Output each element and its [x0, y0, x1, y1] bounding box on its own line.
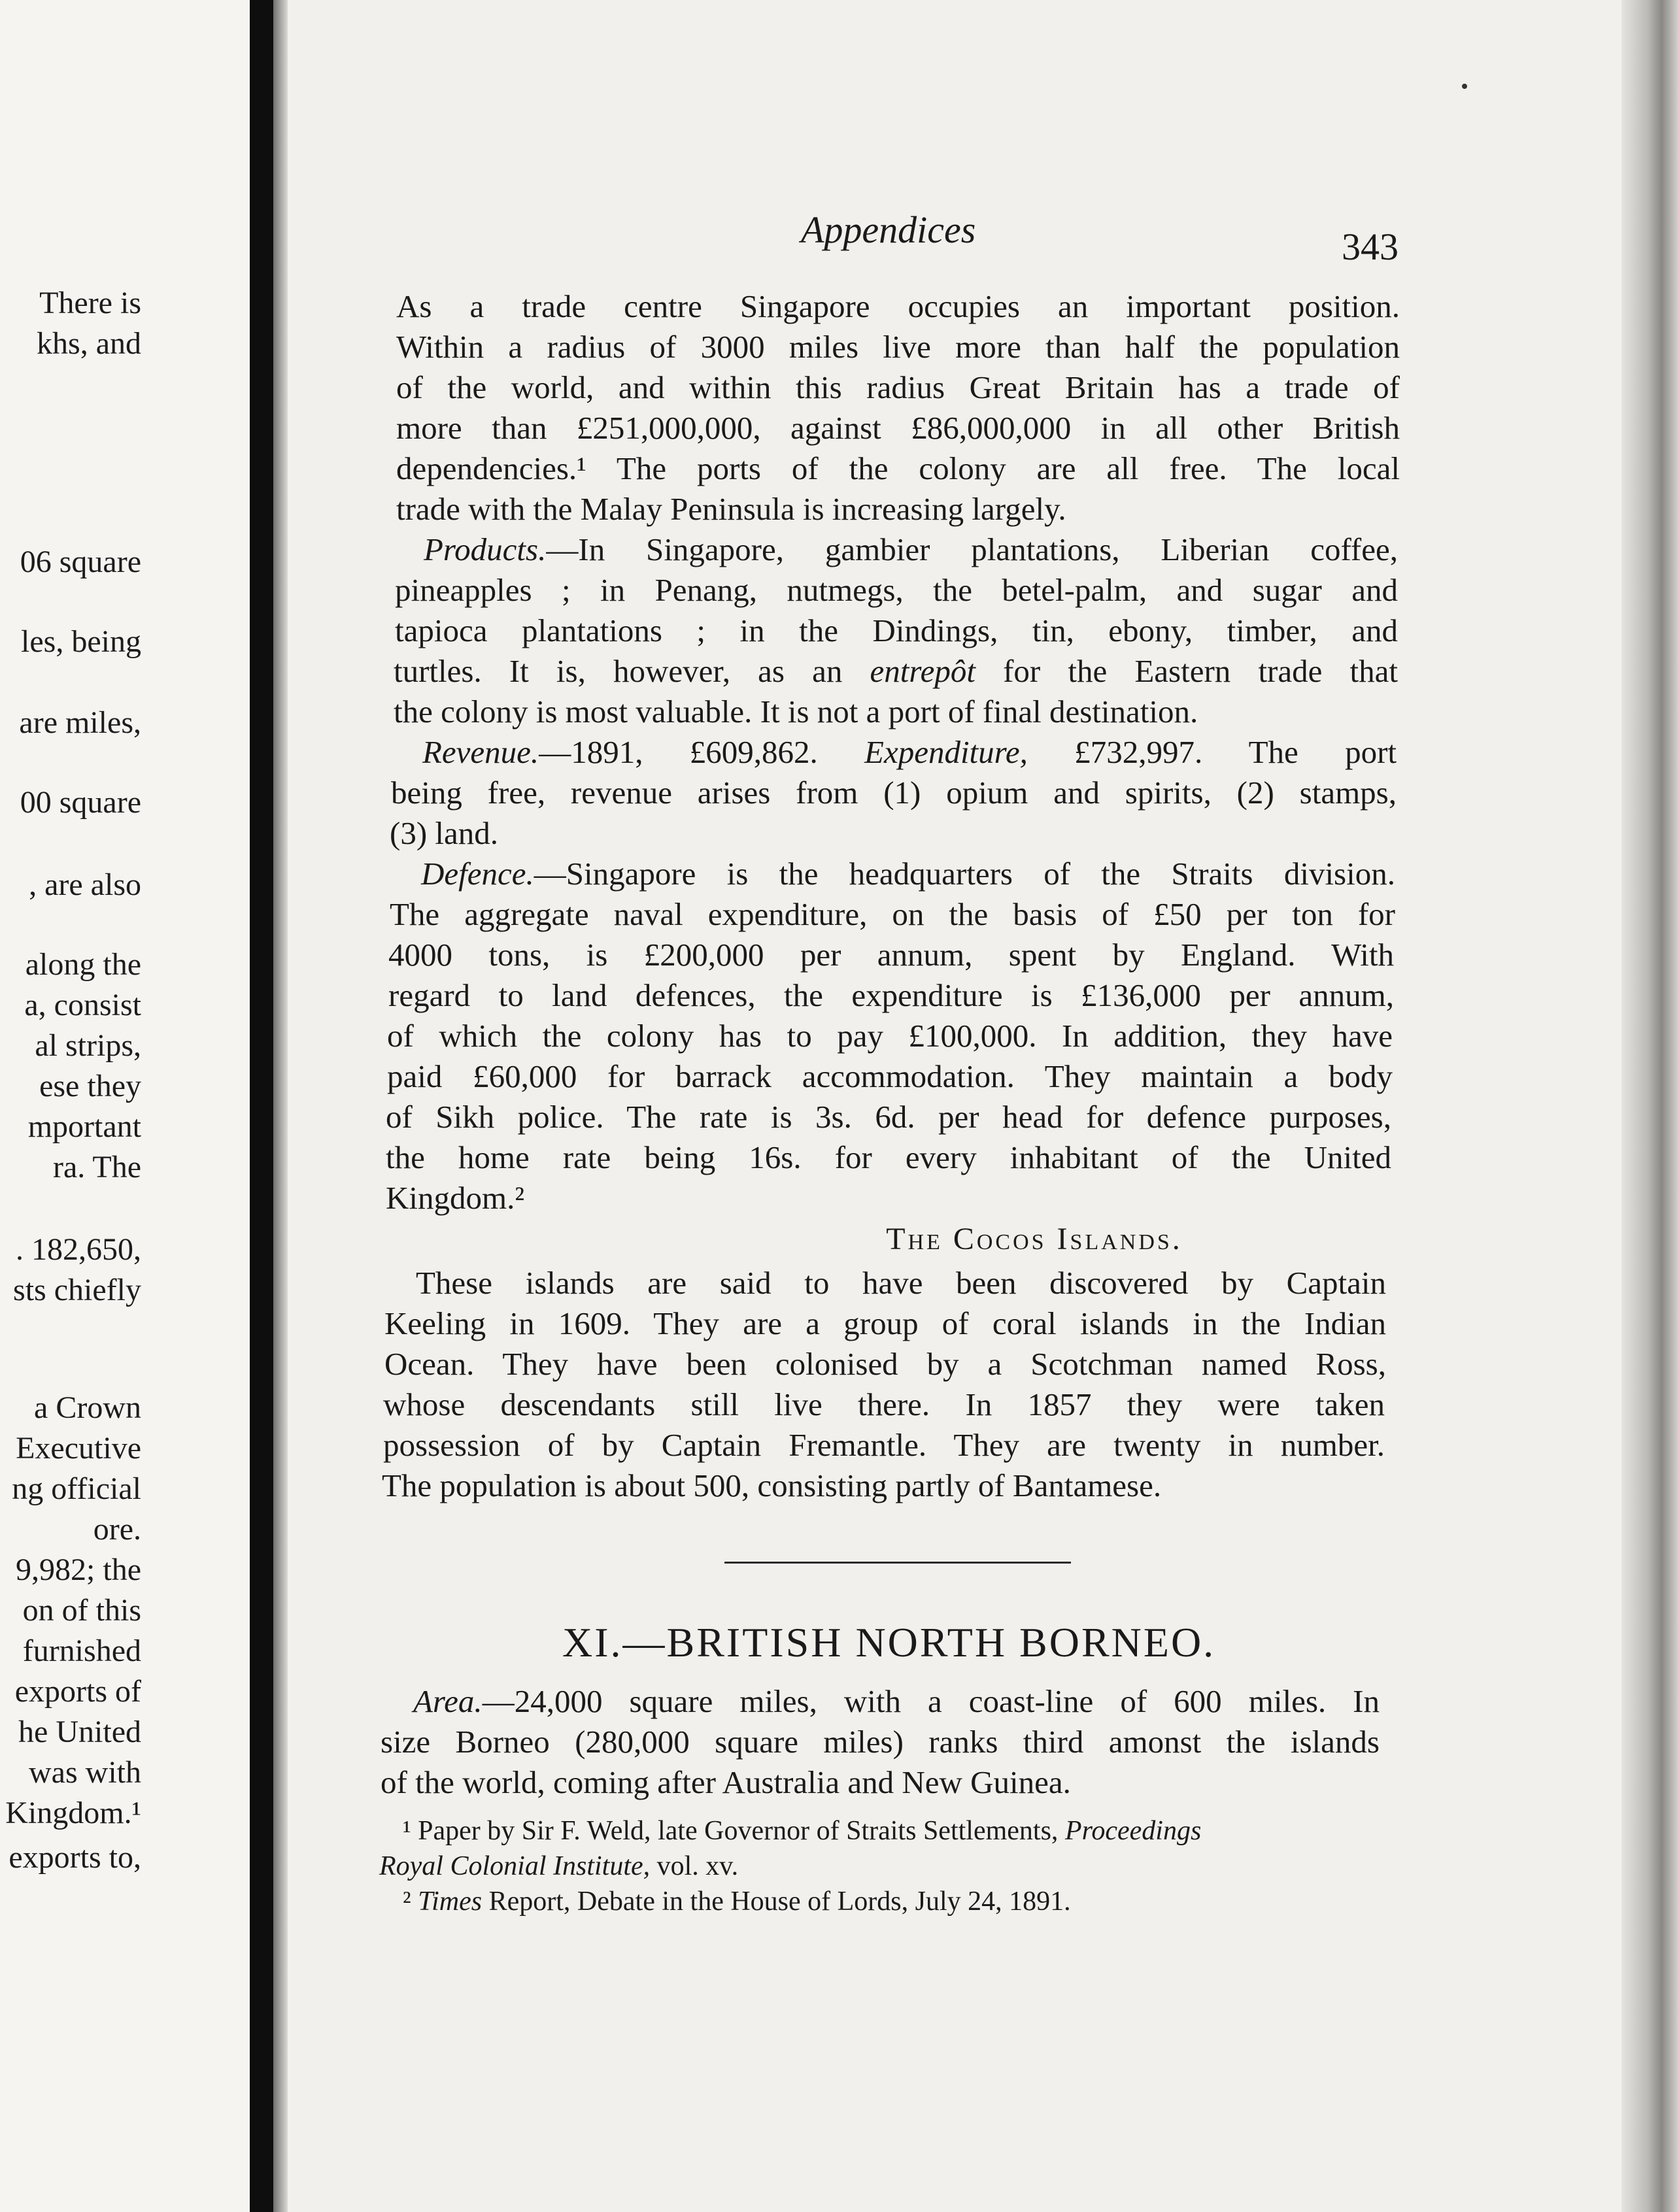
cocos-line: Keeling in 1609. They are a group of coral islands in the Indian [384, 1305, 1386, 1341]
products-text: for the Eastern trade that [975, 653, 1398, 689]
facing-line: exports of [14, 1674, 141, 1709]
facing-line: furnished [22, 1634, 141, 1668]
products-line [424, 529, 1398, 570]
body-line: Within a radius of 3000 miles live more than half the population [396, 329, 1400, 365]
body-line: paid £60,000 for barrack accommodation. They maintain a body [387, 1058, 1393, 1094]
body-line: (3) land. [390, 815, 498, 851]
body-line: of the world, and within this radius Great Britain has a trade of [396, 369, 1400, 405]
body-line: The aggregate naval expenditure, on the basis of £50 per ton for [390, 896, 1395, 932]
facing-line: ore. [93, 1512, 141, 1547]
footnote-text: ² [403, 1886, 418, 1917]
defence-label: Defence. [421, 856, 534, 892]
facing-line: was with [29, 1755, 141, 1790]
body-line: being free, revenue arises from (1) opium and spirits, (2) stamps, [391, 775, 1397, 811]
defence-text: —Singapore is the headquarters of the Straits division. [534, 856, 1395, 892]
page-edges [1621, 0, 1679, 2212]
expenditure-label: Expenditure, [864, 734, 1028, 770]
running-title: Appendices [801, 209, 976, 251]
cocos-islands-heading [0, 1221, 1679, 1257]
cocos-line: Ocean. They have been colonised by a Scotchman named Ross, [384, 1346, 1386, 1382]
footnote-text: Report, Debate in the House of Lords, July 24, 1891. [482, 1886, 1071, 1917]
facing-line: al strips, [35, 1028, 141, 1063]
section-divider [724, 1562, 1071, 1564]
area-line [413, 1681, 1380, 1722]
facing-line: a, consist [24, 988, 141, 1022]
body-line: 4000 tons, is £200,000 per annum, spent by England. With [388, 937, 1394, 973]
facing-line: sts chiefly [13, 1273, 141, 1307]
facing-line: Kingdom.¹ [5, 1796, 141, 1830]
body-line: trade with the Malay Peninsula is increasing largely. [396, 491, 1066, 527]
facing-line: There is [39, 286, 141, 320]
area-label: Area. [413, 1683, 483, 1719]
facing-line: . 182,650, [16, 1232, 141, 1267]
facing-line: khs, and [37, 326, 141, 361]
footnote-1-cont [379, 1849, 738, 1884]
revenue-text: —1891, £609,862. [539, 734, 865, 770]
body-line: As a trade centre Singapore occupies an important position. [396, 288, 1400, 324]
facing-line: 06 square [20, 545, 141, 579]
facing-line: exports to, [8, 1840, 141, 1875]
facing-line: a Crown [34, 1390, 141, 1425]
cocos-line: These islands are said to have been discovered by Captain [416, 1265, 1386, 1301]
body-line: regard to land defences, the expenditure is £136,000 per annum, [388, 977, 1394, 1013]
cocos-line: whose descendants still live there. In 1857 they were taken [383, 1386, 1385, 1422]
facing-line: les, being [21, 624, 141, 659]
facing-line: he United [18, 1715, 141, 1749]
body-line: of the world, coming after Australia and New Guinea. [381, 1764, 1071, 1800]
facing-line: along the [25, 947, 141, 982]
footnote-italic: Times [418, 1886, 483, 1917]
products-line [394, 651, 1398, 692]
footnote-text: vol. xv. [650, 1851, 739, 1881]
body-line: tapioca plantations ; in the Dindings, tin, ebony, timber, and [395, 612, 1398, 648]
facing-line: are miles, [19, 705, 141, 740]
revenue-text: £732,997. The port [1027, 734, 1397, 770]
footnote-1 [403, 1813, 1201, 1849]
cocos-line: possession of by Captain Fremantle. They are twenty in number. [383, 1427, 1385, 1463]
facing-line: ese they [39, 1069, 141, 1103]
cocos-line: The population is about 500, consisting partly of Bantamese. [382, 1467, 1162, 1503]
page-number: 343 [1342, 226, 1399, 268]
body-line: size Borneo (280,000 square miles) ranks third amonst the islands [381, 1724, 1380, 1760]
products-text: turtles. It is, however, as an [394, 653, 870, 689]
facing-line: 00 square [20, 785, 141, 820]
entrepot-word: entrepôt [870, 653, 975, 689]
body-line: of Sikh police. The rate is 3s. 6d. per head for defence purposes, [386, 1099, 1391, 1135]
body-line: dependencies.¹ The ports of the colony are all free. The local [396, 450, 1400, 486]
facing-line: Executive [16, 1431, 141, 1466]
body-line: the home rate being 16s. for every inhabitant of the United [386, 1139, 1391, 1175]
facing-line: on of this [22, 1593, 141, 1628]
book-spine-shadow [250, 0, 273, 2212]
gutter-shading [273, 0, 288, 2212]
cocos-heading-text: The Cocos Islands. [886, 1222, 1183, 1256]
body-line: the colony is most valuable. It is not a port of final destination. [394, 694, 1198, 729]
facing-line: , are also [29, 867, 141, 902]
facing-page [0, 0, 250, 2212]
revenue-label: Revenue. [422, 734, 539, 770]
defence-line [421, 854, 1395, 894]
footnote-2 [403, 1884, 1071, 1919]
revenue-line [422, 732, 1397, 773]
body-line: pineapples ; in Penang, nutmegs, the betel-palm, and sugar and [395, 572, 1398, 608]
body-line: Kingdom.² [386, 1180, 525, 1216]
footnote-italic: Proceedings [1064, 1816, 1202, 1846]
section-heading: XI.—BRITISH NORTH BORNEO. [562, 1619, 1216, 1666]
speck [1462, 84, 1467, 89]
products-text: —In Singapore, gambier plantations, Liberian coffee, [546, 531, 1398, 567]
area-text: —24,000 square miles, with a coast-line of 600 miles. In [482, 1683, 1380, 1719]
body-line: of which the colony has to pay £100,000. In addition, they have [387, 1018, 1393, 1054]
body-line: more than £251,000,000, against £86,000,000 in all other British [396, 410, 1400, 446]
footnote-italic: Royal Colonial Institute, [379, 1851, 651, 1881]
facing-line: 9,982; the [16, 1552, 141, 1587]
facing-line: ng official [12, 1471, 141, 1506]
facing-line: ra. The [52, 1150, 141, 1184]
footnote-text: ¹ Paper by Sir F. Weld, late Governor of Straits Settlements, [403, 1816, 1065, 1846]
products-label: Products. [424, 531, 547, 567]
facing-line: mportant [27, 1109, 141, 1144]
